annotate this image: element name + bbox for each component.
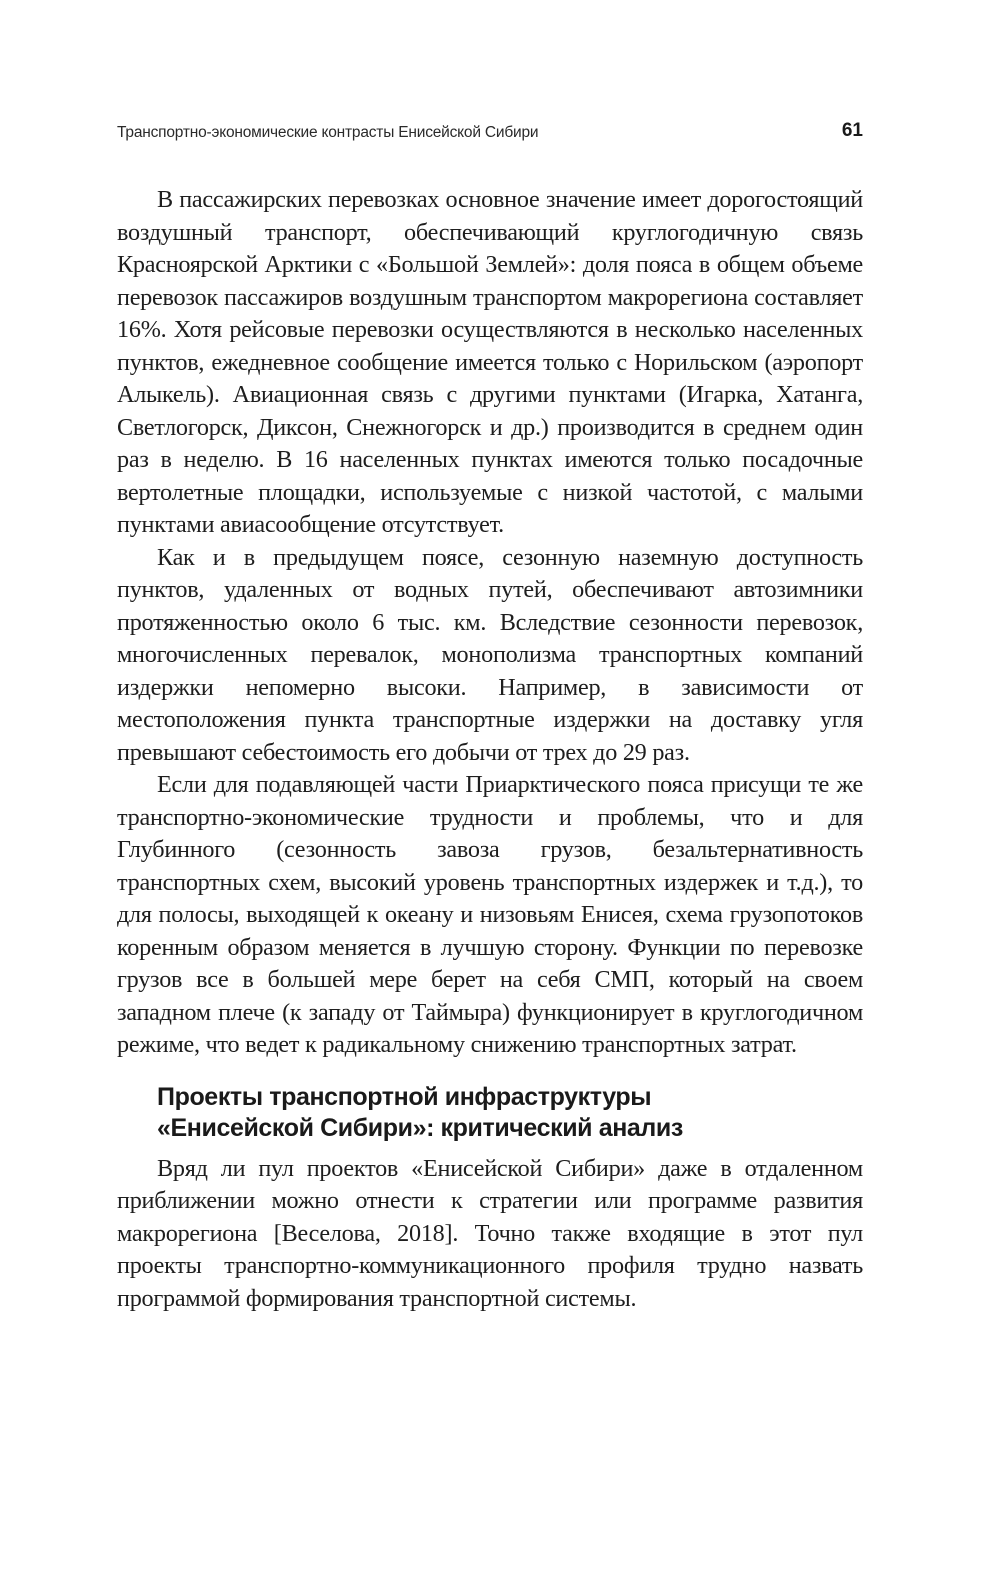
paragraph-winter-roads: Как и в предыдущем поясе, сезонную наземную доступность пунктов, удаленных от водных путей, обеспечивают автозимники протяженностью около 6 тыс. км. Вследствие сезонности перевозок, многочисленных перевалок, монополизма транспортных компаний издержки непомерно высоки. Например, в зависимости от местоположения пункта транспортные издержки на доставку угля превышают себестоимость его добычи от трех до 29 раз. bbox=[117, 543, 863, 766]
section-heading-line-1: Проекты транспортной инфраструктуры bbox=[157, 1082, 652, 1111]
running-header bbox=[117, 122, 863, 146]
paragraph-air-transport: В пассажирских перевозках основное значение имеет дорогостоящий воздушный транспорт, обеспечивающий круглогодичную связь Красноярской Арктики с «Большой Землей»: доля пояса в общем объеме перевозок пассажиров воздушным транспортом макрорегиона составляет 16%. Хотя рейсовые перевозки осуществляются в несколько населенных пунктов, ежедневное сообщение имеется только с Норильском (аэропорт Алыкель). Авиационная связь с другими пунктами (Игарка, Хатанга, Светлогорск, Диксон, Снежногорск и др.) производится в среднем один раз в неделю. В 16 населенных пунктах имеются только посадочные вертолетные площадки, используемые с низкой частотой, с малыми пунктами авиасообщение отсутствует. bbox=[117, 186, 863, 538]
paragraph-northern-sea-route: Если для подавляющей части Приарктического пояса присущи те же транспортно-экономические трудности и проблемы, что и для Глубинного (сезонность завоза грузов, безальтернативность транспортных схем, высокий уровень транспортных издержек и т.д.), то для полосы, выходящей к океану и низовьям Енисея, схема грузопотоков коренным образом меняется в лучшую сторону. Функции по перевозке грузов все в большей мере берет на себя СМП, который на своем западном плече (к западу от Таймыра) функционирует в круглогодичном режиме, что ведет к радикальному снижению транспортных затрат. bbox=[117, 771, 863, 1058]
book-page bbox=[117, 0, 863, 1575]
section-heading bbox=[157, 1082, 863, 1144]
page-number: 61 bbox=[841, 120, 863, 141]
body-text bbox=[117, 184, 863, 1315]
running-title: Транспортно-экономические контрасты Енисейской Сибири bbox=[117, 124, 539, 141]
paragraph-projects: Вряд ли пул проектов «Енисейской Сибири» даже в отдаленном приближении можно отнести к стратегии или программе развития макрорегиона [Веселова, 2018]. Точно также входящие в этот пул проекты транспортно-коммуникационного профиля трудно назвать программой формирования транспортной системы. bbox=[117, 1154, 863, 1312]
section-heading-line-2: «Енисейской Сибири»: критический анализ bbox=[157, 1113, 683, 1142]
